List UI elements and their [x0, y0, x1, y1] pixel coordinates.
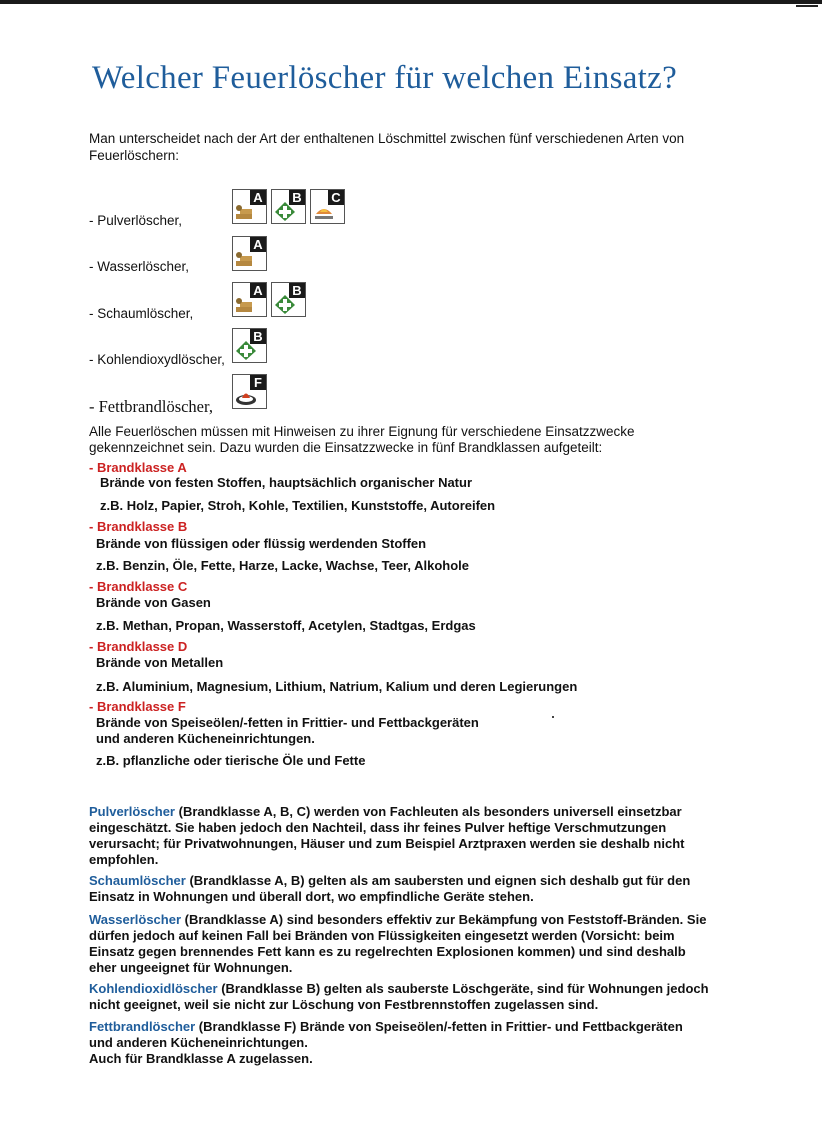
extinguisher-label-wasser: - Wasserlöscher,	[89, 259, 190, 274]
fire-class-examples-f: z.B. pflanzliche oder tierische Öle und Fette	[96, 753, 366, 768]
description-name: Schaumlöscher	[89, 873, 186, 888]
fire-class-heading-f: - Brandklasse F	[89, 699, 186, 714]
fire-class-examples-c: z.B. Methan, Propan, Wasserstoff, Acetylen, Stadtgas, Erdgas	[96, 618, 476, 633]
fire-class-heading-c: - Brandklasse C	[89, 579, 188, 594]
fire-class-desc-c: Brände von Gasen	[96, 595, 211, 610]
icons-schaum	[232, 282, 306, 317]
fire-class-examples-d: z.B. Aluminium, Magnesium, Lithium, Natrium, Kalium und deren Legierungen	[96, 679, 578, 694]
description-schaum: Schaumlöscher (Brandklasse A, B) gelten als am saubersten und eignen sich deshalb gut für den Einsatz in Wohnungen und überall dort, wo empfindliche Geräte stehen.	[89, 873, 691, 904]
page-title: Welcher Feuerlöscher für welchen Einsatz?	[92, 60, 678, 96]
fire-class-f-icon: F	[232, 374, 267, 409]
icons-fettbrand	[232, 374, 267, 409]
fire-class-heading-a: - Brandklasse A	[89, 460, 187, 475]
fire-class-desc-f-line1: Brände von Speiseölen/-fetten in Frittier- und Fettbackgeräten	[96, 715, 479, 730]
description-name: Pulverlöscher	[89, 804, 175, 819]
description-extra: Auch für Brandklasse A zugelassen.	[89, 1051, 313, 1066]
extinguisher-label-schaum: - Schaumlöscher,	[89, 306, 194, 321]
description-fettbrand: Fettbrandlöscher (Brandklasse F) Brände von Speiseölen/-fetten in Frittier- und Fettbackgeräten und anderen Kücheneinrichtungen. Auch für Brandklasse A zugelassen.	[89, 1019, 683, 1066]
extinguisher-label-fettbrand: - Fettbrandlöscher,	[89, 397, 213, 416]
extinguisher-label-co2: - Kohlendioxydlöscher,	[89, 352, 225, 367]
fire-class-desc-d: Brände von Metallen	[96, 655, 224, 670]
fire-class-b-icon: B	[232, 328, 267, 363]
extinguisher-label-pulver: - Pulverlöscher,	[89, 213, 183, 228]
fire-class-desc-a: Brände von festen Stoffen, hauptsächlich organischer Natur	[100, 475, 473, 490]
description-wasser: Wasserlöscher (Brandklasse A) sind besonders effektiv zur Bekämpfung von Feststoff-Bränden. Sie dürfen jedoch auf keinen Fall bei Bränden von Flüssigkeiten eingesetzt werden (Vorsicht: beim Einsatz gegen brennendes Fett kann es zu regelrechten Explosionen kommen) und sind deshalb eher ungeeignet für Wohnungen.	[89, 912, 707, 975]
top-border-mark	[796, 5, 818, 7]
fire-class-a-icon: A	[232, 236, 267, 271]
fire-class-b-icon: B	[271, 189, 306, 224]
fire-class-c-icon: C	[310, 189, 345, 224]
description-name: Fettbrandlöscher	[89, 1019, 196, 1034]
description-pulver: Pulverlöscher (Brandklasse A, B, C) werden von Fachleuten als besonders universell einsetzbar eingeschätzt. Sie haben jedoch den Nachteil, dass ihr feines Pulver heftige Verschmutzungen verursacht; für Privatwohnungen, Häuser und zum Beispiel Arztpraxen werden sie deshalb nicht empfohlen.	[89, 804, 685, 867]
icons-pulver	[232, 189, 345, 224]
intro-paragraph: Man unterscheidet nach der Art der enthaltenen Löschmittel zwischen fünf verschiedenen Arten von Feuerlöschern:	[89, 131, 685, 163]
fire-class-heading-d: - Brandklasse D	[89, 639, 188, 654]
marking-paragraph: Alle Feuerlöschen müssen mit Hinweisen zu ihrer Eignung für verschiedene Einsatzzwecke gekennzeichnet sein. Dazu wurden die Einsatzzwecke in fünf Brandklassen aufgeteilt:	[89, 424, 635, 455]
fire-class-desc-b: Brände von flüssigen oder flüssig werdenden Stoffen	[96, 536, 427, 551]
fire-class-examples-a: z.B. Holz, Papier, Stroh, Kohle, Textilien, Kunststoffe, Autoreifen	[100, 498, 496, 513]
icons-wasser	[232, 236, 267, 271]
top-border-line	[0, 0, 822, 4]
fire-class-heading-b: - Brandklasse B	[89, 519, 188, 534]
description-co2: Kohlendioxidlöscher (Brandklasse B) gelten als sauberste Löschgeräte, sind für Wohnungen jedoch nicht geeignet, weil sie nicht zur Löschung von Festbrennstoffen zugelassen sind.	[89, 981, 709, 1012]
fire-class-a-icon: A	[232, 189, 267, 224]
fire-class-examples-b: z.B. Benzin, Öle, Fette, Harze, Lacke, Wachse, Teer, Alkohole	[96, 558, 470, 573]
description-name: Kohlendioxidlöscher	[89, 981, 218, 996]
fire-class-a-icon: A	[232, 282, 267, 317]
speck-mark	[552, 716, 554, 718]
fire-class-desc-f-line2: und anderen Kücheneinrichtungen.	[96, 731, 315, 746]
icons-co2	[232, 328, 267, 363]
fire-class-b-icon: B	[271, 282, 306, 317]
description-name: Wasserlöscher	[89, 912, 182, 927]
